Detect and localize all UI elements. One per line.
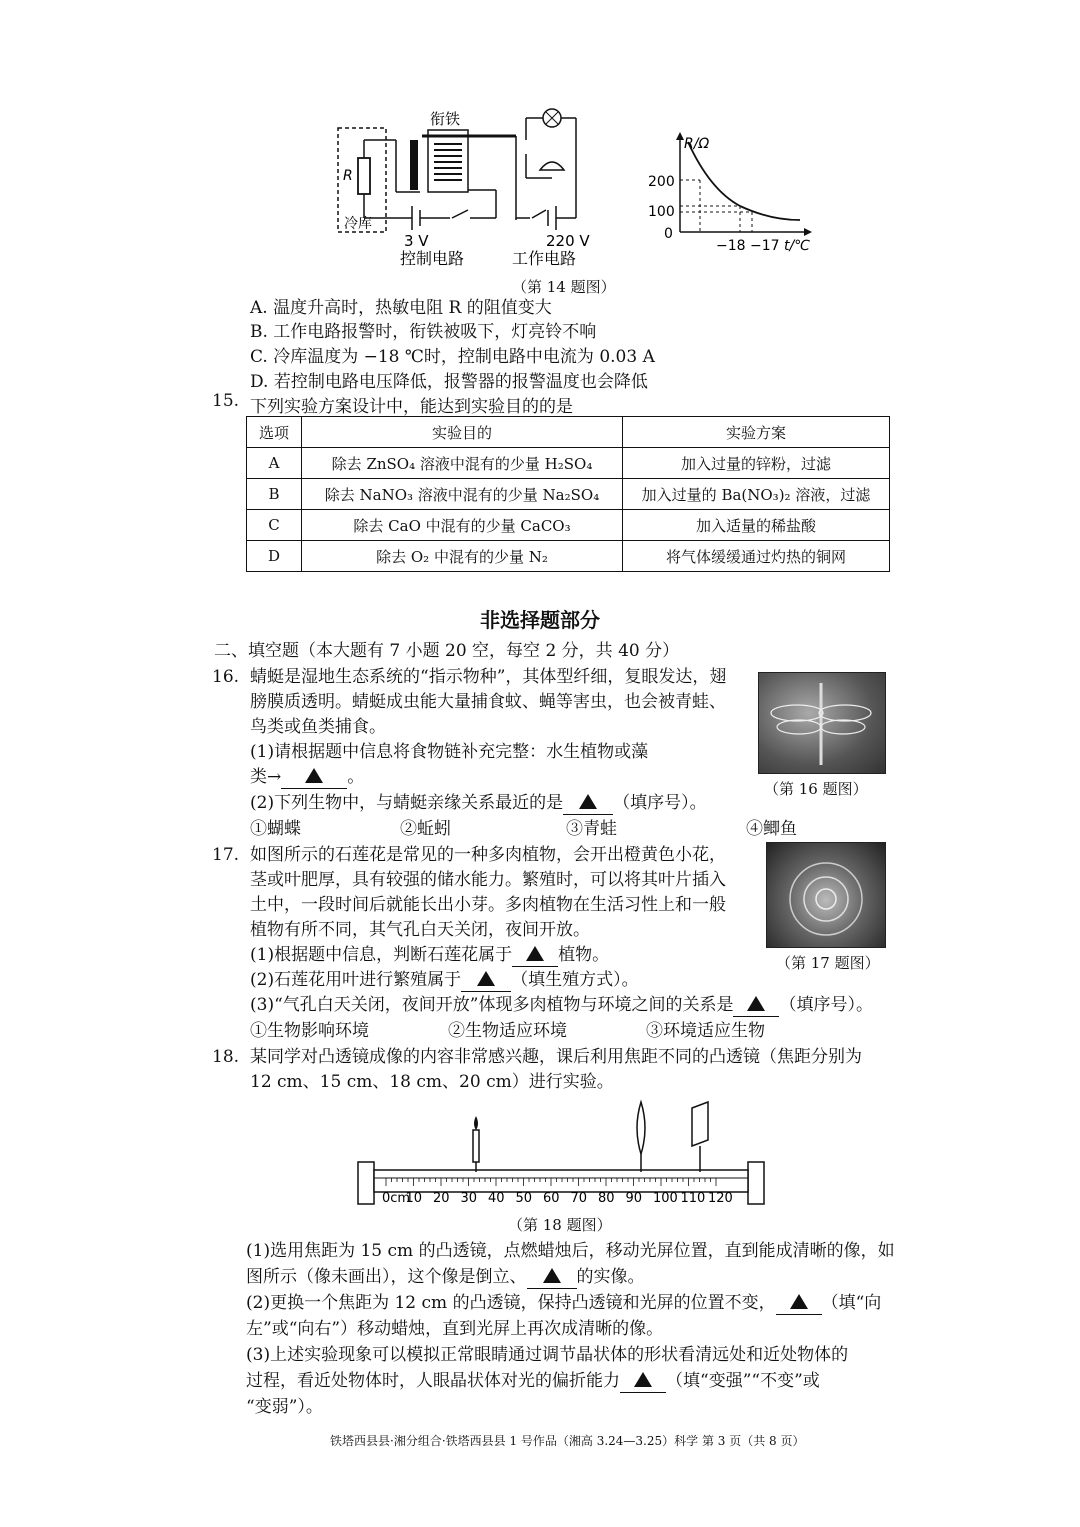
q16-caption: （第 16 题图） (764, 780, 868, 798)
q17-line: （填生殖方式）。 (511, 970, 639, 990)
bench-tick-label: 30 (460, 1191, 478, 1206)
q14-option-d: D. 若控制电路电压降低，报警器的报警温度也会降低 (250, 372, 648, 392)
answer-blank[interactable] (512, 944, 558, 967)
graph-y200: 200 (648, 174, 675, 190)
graph-xlabel: t/℃ (784, 238, 810, 254)
answer-blank[interactable] (527, 1266, 577, 1289)
bench-tick-label: 70 (570, 1191, 588, 1206)
q14-label-work: 工作电路 (512, 249, 577, 268)
table-cell: 加入适量的稀盐酸 (623, 510, 890, 541)
q16-choice: ①蝴蝶 (250, 819, 301, 839)
table-cell: 将气体缓缓通过灼热的铜网 (623, 541, 890, 572)
q17-line: 土中，一段时间后就能长出小芽。多肉植物在生活习性上和一般 (250, 895, 726, 915)
q17-blank-line (250, 969, 639, 992)
q15-number: 15. (212, 391, 240, 411)
q17-echeveria-photo (766, 842, 886, 948)
q17-choice: ①生物影响环境 (250, 1021, 369, 1041)
graph-xticks: −18 −17 (716, 238, 780, 254)
table-row (247, 479, 890, 510)
dragonfly-icon (759, 673, 885, 773)
footer: 铁塔西县县·湘分组合·铁塔西县县 1 号作品（湘高 3.24—3.25）科学 第 3 页（共 8 页） (330, 1434, 805, 1448)
bench-tick-label: 90 (625, 1191, 643, 1206)
light-screen-icon (692, 1102, 708, 1146)
q14-option-a: A. 温度升高时，热敏电阻 R 的阻值变大 (250, 298, 552, 318)
q14-label-cold: 冷库 (344, 216, 372, 232)
q17-caption: （第 17 题图） (776, 954, 880, 972)
q16-dragonfly-photo (758, 672, 886, 774)
graph-ylabel: R/Ω (684, 136, 710, 152)
q17-line: (3)“气孔白天关闭，夜间开放”体现多肉植物与环境之间的关系是 (250, 995, 734, 1015)
q14-label-ctrl: 控制电路 (400, 249, 465, 268)
q14-option-c: C. 冷库温度为 −18 ℃时，控制电路中电流为 0.03 A (250, 347, 655, 367)
table-header-cell: 选项 (247, 417, 302, 448)
q16-number: 16. (212, 667, 240, 687)
q17-line: 茎或叶肥厚，具有较强的储水能力。繁殖时，可以将其叶片插入 (250, 870, 726, 890)
bench-tick-label: 0cm (382, 1191, 411, 1206)
q16-choice: ④鲫鱼 (746, 819, 797, 839)
q15-options-table (246, 416, 890, 572)
q18-blank-line (246, 1292, 881, 1315)
table-row (247, 510, 890, 541)
table-cell: C (247, 510, 302, 541)
succulent-icon (767, 843, 885, 947)
q16-line: 类→ (250, 767, 282, 787)
bench-tick-label: 40 (488, 1191, 505, 1206)
q17-line: 植物有所不同，其气孔白天关闭，夜间开放。 (250, 920, 590, 940)
q18-sub-line: (1)选用焦距为 15 cm 的凸透镜，点燃蜡烛后，移动光屏位置，直到能成清晰的像，如 (246, 1241, 895, 1261)
q15-stem: 下列实验方案设计中，能达到实验目的的是 (250, 397, 573, 417)
q18-sub-line: 图所示（像未画出），这个像是倒立、 (246, 1267, 527, 1287)
q18-sub-line: （填“向 (821, 1293, 882, 1313)
table-cell: A (247, 448, 302, 479)
q18-blank-line (246, 1370, 820, 1393)
table-row (247, 448, 890, 479)
bench-tick-label: 60 (543, 1191, 560, 1206)
triangle-marker-icon (579, 794, 597, 809)
q18-sub-line: “变弱”）。 (246, 1397, 323, 1417)
bench-tick-label: 120 (708, 1191, 733, 1206)
q18-caption: （第 18 题图） (508, 1216, 612, 1234)
q17-blank-line (250, 944, 609, 967)
bench-tick-label: 100 (653, 1191, 678, 1206)
q17-line: 如图所示的石莲花是常见的一种多肉植物，会开出橙黄色小花， (250, 845, 726, 865)
graph-y100: 100 (648, 204, 675, 220)
triangle-marker-icon (477, 971, 495, 986)
q18-sub-line: (2)更换一个焦距为 12 cm 的凸透镜，保持凸透镜和光屏的位置不变， (246, 1293, 776, 1313)
q14-resistance-graph (640, 128, 820, 258)
triangle-marker-icon (790, 1294, 808, 1309)
q18-blank-line (246, 1266, 645, 1289)
table-cell: 除去 CaO 中混有的少量 CaCO₃ (302, 510, 623, 541)
table-cell: 除去 NaNO₃ 溶液中混有的少量 Na₂SO₄ (302, 479, 623, 510)
q16-line: 鸟类或鱼类捕食。 (250, 717, 386, 737)
q18-sub-line: （填“变强”“不变”或 (666, 1371, 820, 1391)
bench-tick-label: 110 (680, 1191, 706, 1206)
q17-blank-line (250, 994, 873, 1017)
candle-icon (473, 1130, 479, 1162)
triangle-marker-icon (634, 1372, 652, 1387)
q16-line: (1)请根据题中信息将食物链补充完整：水生植物或藻 (250, 742, 649, 762)
q14-label-r: R (343, 168, 353, 184)
answer-blank[interactable] (563, 792, 613, 815)
q18-line: 12 cm、15 cm、18 cm、20 cm）进行实验。 (250, 1072, 614, 1092)
q16-period: 。 (347, 767, 365, 787)
section-title: 非选择题部分 (480, 608, 600, 632)
answer-blank[interactable] (776, 1292, 822, 1315)
q14-label-220v: 220 V (546, 232, 590, 250)
q14-option-b: B. 工作电路报警时，衔铁被吸下，灯亮铃不响 (250, 322, 597, 342)
optical-bench-figure (356, 1094, 776, 1210)
table-cell: D (247, 541, 302, 572)
q16-blank-line (250, 766, 364, 789)
q17-line: (2)石莲花用叶进行繁殖属于 (250, 970, 462, 990)
q16-choice: ②蚯蚓 (400, 819, 451, 839)
q18-sub-line: (3)上述实验现象可以模拟正常眼睛通过调节晶状体的形状看清远处和近处物体的 (246, 1345, 849, 1365)
q17-line: （填序号）。 (779, 995, 873, 1015)
q16-blank-line (250, 792, 707, 815)
q17-choice: ③环境适应生物 (646, 1021, 765, 1041)
q18-sub-line: 过程，看近处物体时，人眼晶状体对光的偏折能力 (246, 1371, 620, 1391)
table-header-cell: 实验目的 (302, 417, 623, 448)
table-cell: 除去 O₂ 中混有的少量 N₂ (302, 541, 623, 572)
q16-line: (2)下列生物中，与蜻蜓亲缘关系最近的是 (250, 793, 564, 813)
triangle-marker-icon (543, 1268, 561, 1283)
table-cell: 加入过量的锌粉，过滤 (623, 448, 890, 479)
q17-number: 17. (212, 845, 240, 865)
q14-caption: （第 14 题图） (512, 278, 616, 296)
q14-label-armature: 衔铁 (430, 110, 461, 128)
table-row (247, 541, 890, 572)
q14-label-3v: 3 V (404, 232, 429, 250)
flame-icon (474, 1116, 478, 1130)
q14-circuit-figure (330, 100, 610, 270)
bench-tick-label: 50 (515, 1191, 533, 1206)
table-header-row (247, 417, 890, 448)
table-cell: 加入过量的 Ba(NO₃)₂ 溶液，过滤 (623, 479, 890, 510)
q17-choice: ②生物适应环境 (448, 1021, 567, 1041)
answer-blank[interactable] (733, 994, 779, 1017)
graph-zero: 0 (664, 226, 673, 242)
bench-tick-label: 10 (405, 1191, 423, 1206)
answer-blank[interactable] (281, 766, 347, 789)
table-cell: 除去 ZnSO₄ 溶液中混有的少量 H₂SO₄ (302, 448, 623, 479)
q16-choice: ③青蛙 (566, 819, 617, 839)
bench-tick-label: 80 (598, 1191, 615, 1206)
bench-tick-label: 20 (433, 1191, 450, 1206)
lens-icon (637, 1102, 645, 1154)
q16-line: 蜻蜓是湿地生态系统的“指示物种”，其体型纤细，复眼发达，翅 (250, 667, 727, 687)
q18-sub-line: 的实像。 (576, 1267, 645, 1287)
q17-line: 植物。 (558, 945, 610, 965)
answer-blank[interactable] (461, 969, 511, 992)
q16-line: （填序号）。 (613, 793, 707, 813)
q16-line: 膀膜质透明。蜻蜓成虫能大量捕食蚊、蝇等害虫，也会被青蛙、 (250, 692, 726, 712)
part2-heading: 二、填空题（本大题有 7 小题 20 空，每空 2 分，共 40 分） (214, 641, 680, 661)
triangle-marker-icon (747, 996, 765, 1011)
table-header-cell: 实验方案 (623, 417, 890, 448)
q18-number: 18. (212, 1047, 240, 1067)
q17-line: (1)根据题中信息，判断石莲花属于 (250, 945, 513, 965)
table-cell: B (247, 479, 302, 510)
q18-line: 某同学对凸透镜成像的内容非常感兴趣，课后利用焦距不同的凸透镜（焦距分别为 (250, 1047, 862, 1067)
answer-blank[interactable] (620, 1370, 666, 1393)
bench-labels (382, 1191, 733, 1206)
triangle-marker-icon (305, 768, 323, 783)
q18-sub-line: 左”或“向右”）移动蜡烛，直到光屏上再次成清晰的像。 (246, 1319, 664, 1339)
triangle-marker-icon (526, 946, 544, 961)
